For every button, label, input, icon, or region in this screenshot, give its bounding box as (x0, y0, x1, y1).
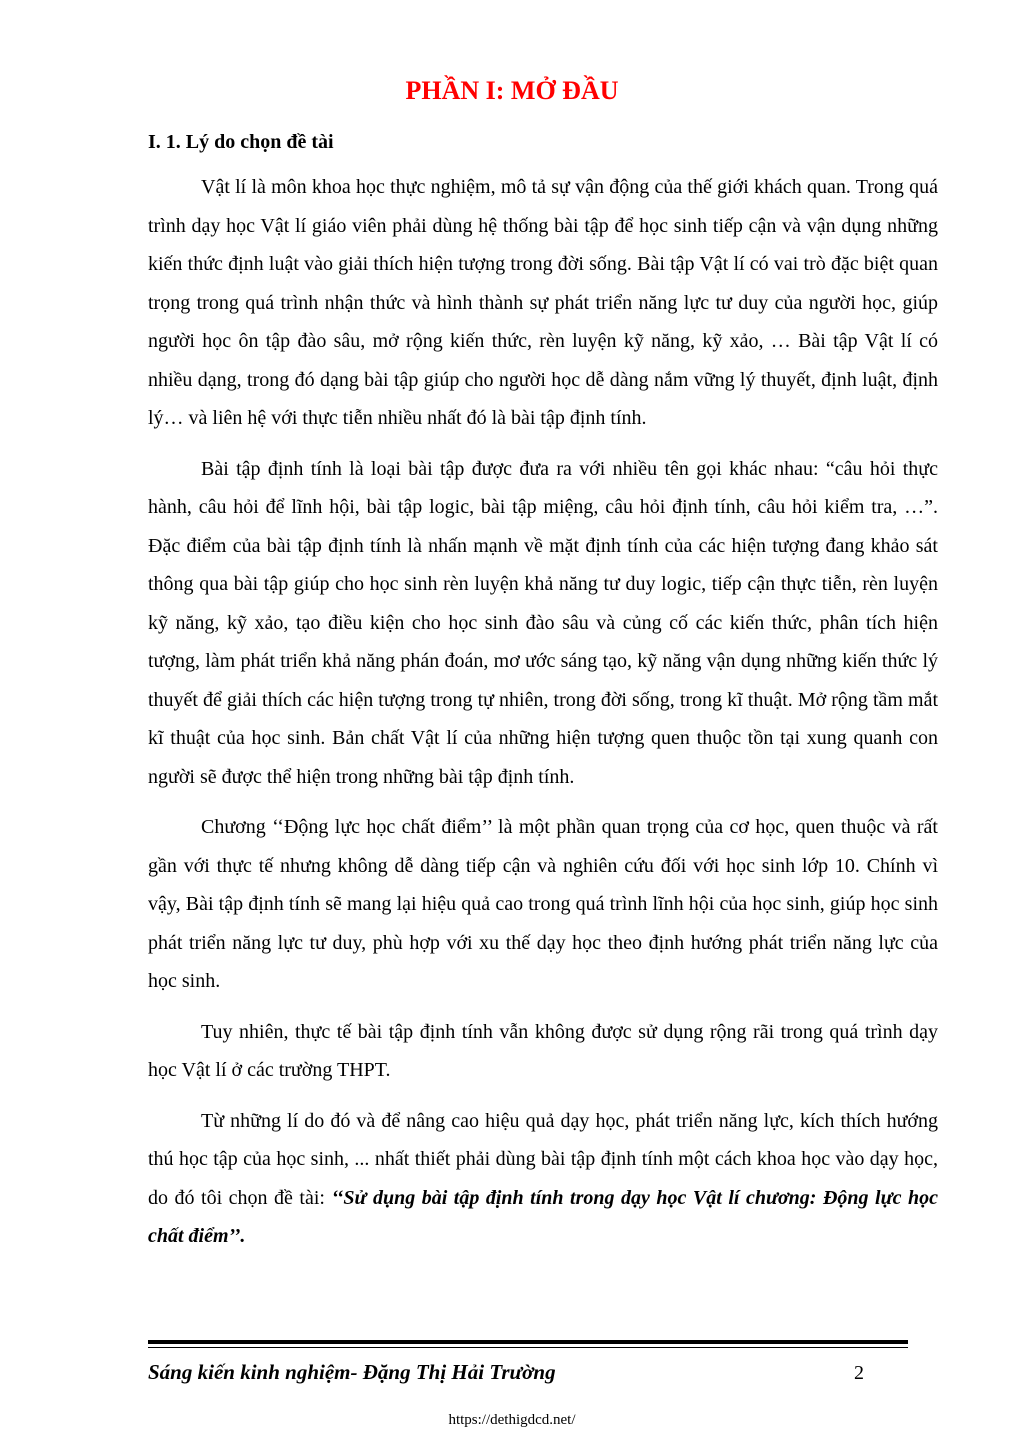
source-url: https://dethigdcd.net/ (448, 1412, 576, 1428)
paragraph-3: Chương ‘‘Động lực học chất điểm’’ là một phần quan trọng của cơ học, quen thuộc và rất gần với thực tế nhưng không dễ dàng tiếp cận và nghiên cứu đối với học sinh lớp 10. Chính vì vậy, Bài tập định tính sẽ mang lại hiệu quả cao trong quá trình lĩnh hội của học sinh, giúp học sinh phát triển năng lực tư duy, phù hợp với xu thế dạy học theo định hướng phát triển năng lực của học sinh. (148, 816, 938, 992)
page-number: 2 (854, 1362, 864, 1384)
paragraph-5 (148, 1102, 938, 1256)
footer-divider-thick (148, 1340, 908, 1344)
paragraph-4: Tuy nhiên, thực tế bài tập định tính vẫn không được sử dụng rộng rãi trong quá trình dạy học Vật lí ở các trường THPT. (148, 1020, 938, 1081)
topic-title-emphasis: ‘‘Sử dụng bài tập định tính trong dạy học Vật lí chương: Động lực học chất điểm’’. (148, 1186, 938, 1247)
body-text (148, 168, 938, 1268)
paragraph-1: Vật lí là môn khoa học thực nghiệm, mô tả sự vận động của thế giới khách quan. Trong quá trình dạy học Vật lí giáo viên phải dùng hệ thống bài tập để học sinh tiếp cận và vận dụng những kiến thức định luật vào giải thích hiện tượng trong đời sống. Bài tập Vật lí có vai trò đặc biệt quan trọng trong quá trình nhận thức và hình thành sự phát triển năng lực tư duy của người học, giúp người học ôn tập đào sâu, mở rộng kiến thức, rèn luyện kỹ năng, kỹ xảo, … Bài tập Vật lí có nhiều dạng, trong đó dạng bài tập giúp cho người học dễ dàng nắm vững lý thuyết, định luật, định lý… và liên hệ với thực tiễn nhiều nhất đó là bài tập định tính. (148, 176, 938, 429)
footer-divider-thin (148, 1347, 908, 1348)
paragraph-5-lead: Từ những lí do đó và để nâng cao hiệu quả dạy học, phát triển năng lực, kích thích hướng thú học tập của học sinh, ... nhất thiết phải dùng bài tập định tính một cách khoa học vào dạy học, do đó tôi chọn đề tài: (148, 1109, 938, 1209)
footer-divider (148, 1340, 908, 1348)
paragraph-2: Bài tập định tính là loại bài tập được đưa ra với nhiều tên gọi khác nhau: “câu hỏi thực hành, câu hỏi để lĩnh hội, bài tập logic, bài tập miệng, câu hỏi định tính, câu hỏi kiểm tra, …”. Đặc điểm của bài tập định tính là nhấn mạnh về mặt định tính của các hiện tượng đang khảo sát thông qua bài tập giúp cho học sinh rèn luyện khả năng tư duy logic, tiếp cận thực tiễn, rèn luyện kỹ năng, kỹ xảo, tạo điều kiện cho học sinh đào sâu và củng cố các kiến thức, phân tích hiện tượng, làm phát triển khả năng phán đoán, mơ ước sáng tạo, kỹ năng vận dụng những kiến thức lý thuyết để giải thích các hiện tượng trong tự nhiên, trong đời sống, trong kĩ thuật. Mở rộng tầm mắt kĩ thuật của học sinh. Bản chất Vật lí của những hiện tượng quen thuộc tồn tại xung quanh con người sẽ được thể hiện trong những bài tập định tính. (148, 457, 938, 788)
section-heading: I. 1. Lý do chọn đề tài (148, 131, 334, 153)
page-title: PHẦN I: MỞ ĐẦU (405, 76, 619, 105)
footer-author: Sáng kiến kinh nghiệm- Đặng Thị Hải Trường (148, 1360, 556, 1384)
